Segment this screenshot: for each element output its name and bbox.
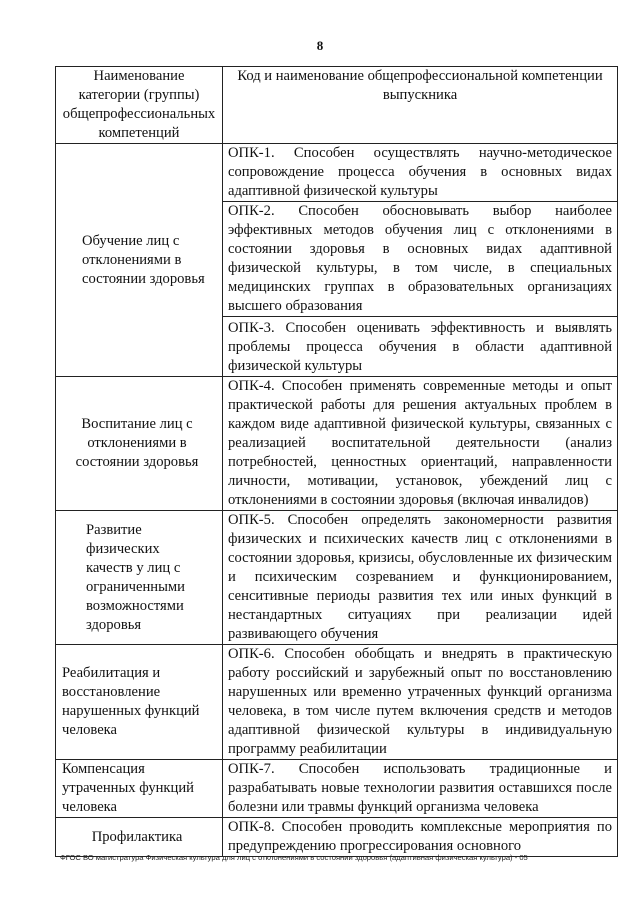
competence-opk-4: ОПК-4. Способен применять современные методы и опыт практической работы для решения актуальных проблем в каждом виде адаптивной физической культуры, связанных с реализацией воспитательной деятельности (анализ потребностей, ценностных ориентаций, направленности личности, мотивации, установок, убеждений лиц с отклонениями в состоянии здоровья (включая инвалидов) (223, 377, 618, 511)
header-competence: Код и наименование общепрофессиональной компетенции выпускника (223, 67, 618, 144)
table-row (56, 511, 618, 645)
competence-opk-5: ОПК-5. Способен определять закономерности развития физических и психических качеств лиц с отклонениями в состоянии здоровья, кризисы, обусловленные их физическим и психическим созреванием и функционированием, сенситивные периоды развития тех или иных функций в нестандартных ситуациях при реализации идей развивающего обучения (223, 511, 618, 645)
table-row (56, 818, 618, 857)
competence-opk-6: ОПК-6. Способен обобщать и внедрять в практическую работу российский и зарубежный опыт по восстановлению нарушенных или временно утраченных функций организма человека, в том числе путем включения средств и методов адаптивной физической культуры в индивидуальную программу реабилитации (223, 645, 618, 760)
category-learning: Обучение лиц с отклонениями в состоянии здоровья (56, 144, 223, 377)
competence-table (55, 66, 618, 857)
category-physical-development: Развитие физических качеств у лиц с ограниченными возможностями здоровья (56, 511, 223, 645)
category-rehabilitation: Реабилитация и восстановление нарушенных функций человека (56, 645, 223, 760)
table-row (56, 377, 618, 511)
competence-opk-1: ОПК-1. Способен осуществлять научно-методическое сопровождение процесса обучения в основных видах адаптивной физической культуры (223, 144, 618, 202)
competence-opk-7: ОПК-7. Способен использовать традиционные и разрабатывать новые технологии развития оставшихся после болезни или травмы функций организма человека (223, 760, 618, 818)
competence-opk-3: ОПК-3. Способен оценивать эффективность и выявлять проблемы процесса обучения в области адаптивной физической культуры (223, 317, 618, 377)
competence-opk-2: ОПК-2. Способен обосновывать выбор наиболее эффективных методов обучения лиц с отклонениями в состоянии здоровья в основных видах адаптивной физической культуры, в том числе, в специальных медицинских группах в образовательных организациях высшего образования (223, 202, 618, 317)
table-row (56, 645, 618, 760)
table-header-row (56, 67, 618, 144)
header-category: Наименование категории (группы) общепрофессиональных компетенций (56, 67, 223, 144)
category-compensation: Компенсация утраченных функций человека (56, 760, 223, 818)
category-upbringing: Воспитание лиц с отклонениями в состоянии здоровья (56, 377, 223, 511)
table-row (56, 760, 618, 818)
table-row (56, 144, 618, 202)
competence-opk-8: ОПК-8. Способен проводить комплексные мероприятия по предупреждению прогрессирования основного (223, 818, 618, 857)
category-prevention: Профилактика (56, 818, 223, 857)
page-number: 8 (316, 38, 324, 53)
page-footer: ФГОС ВО магистратура Физическая культура для лиц с отклонениями в состоянии здоровья (адаптивная физическая культура) - 05 (60, 853, 528, 862)
